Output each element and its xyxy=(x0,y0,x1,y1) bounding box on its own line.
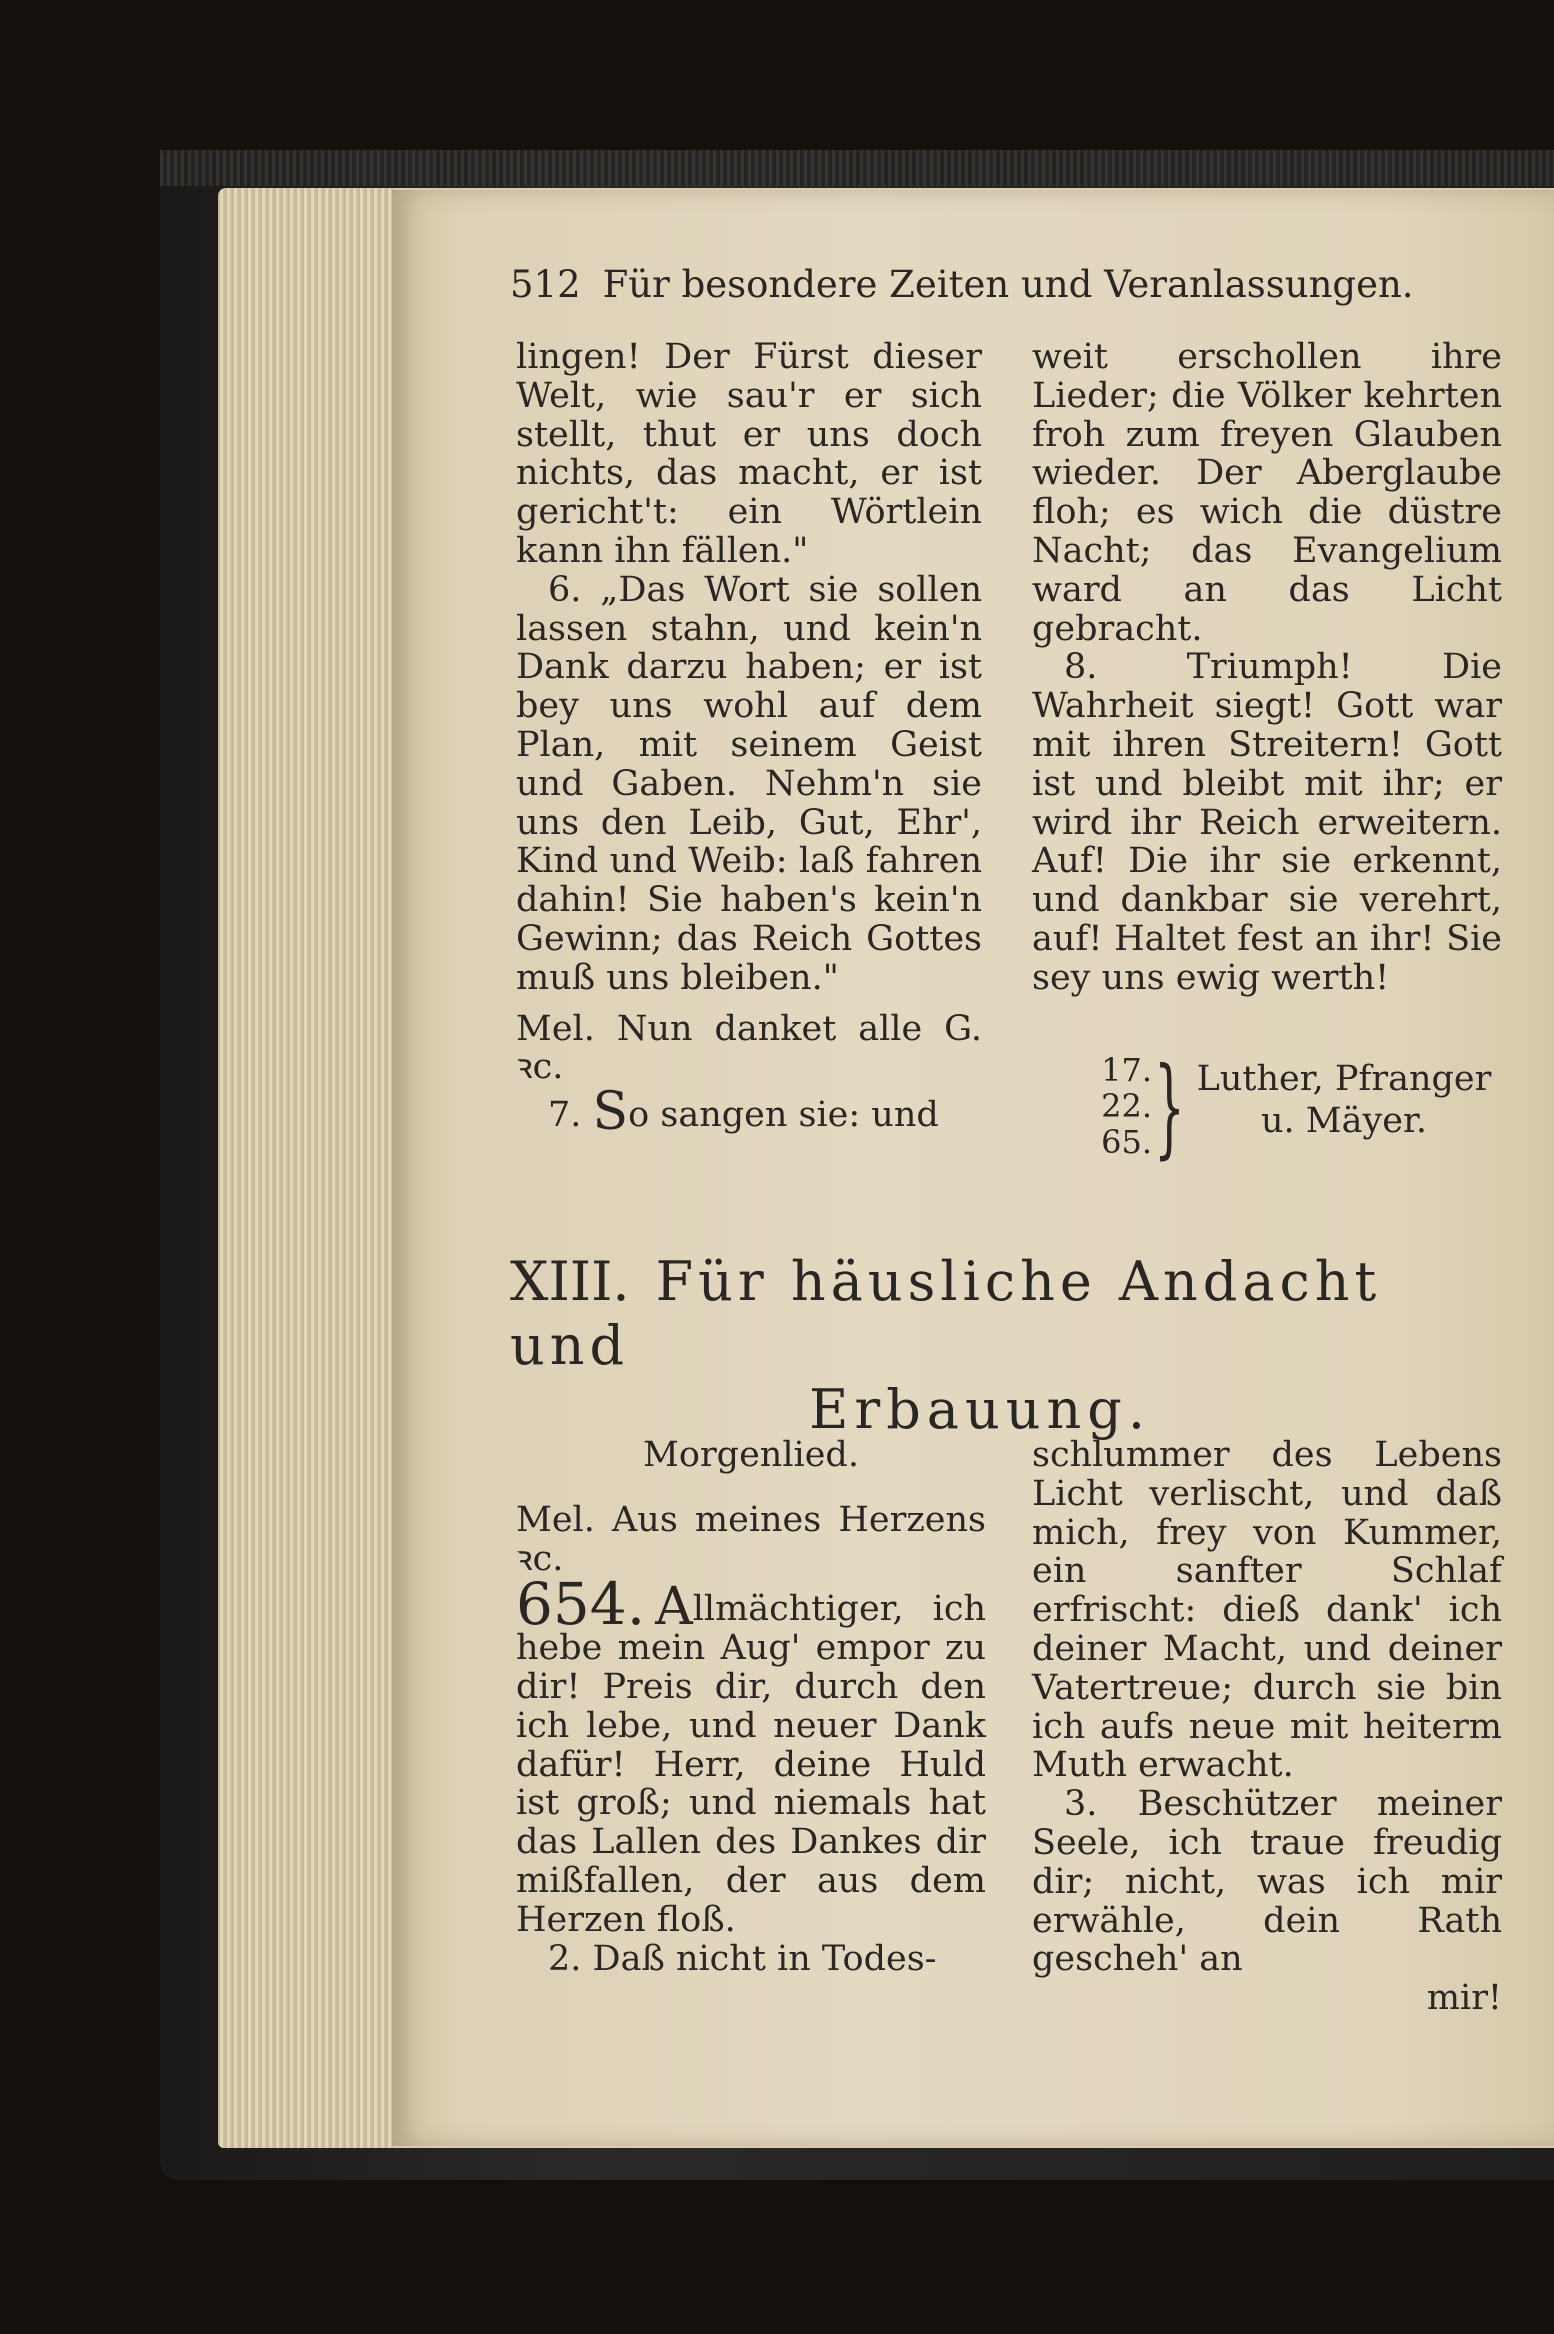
melody-line: Mel. Aus meines Herzens ꝛc. xyxy=(516,1499,986,1579)
verse-3: 3. Beschützer meiner Seele, ich traue freudig dir; nicht, was ich mir erwähle, dein Rath gescheh' an xyxy=(1032,1784,1502,1980)
paragraph: schlummer des Lebens Licht verlischt, und daß mich, frey von Kummer, ein sanfter Schlaf erfrischt: dieß dank' ich deiner Macht, und deiner Vatertreue; durch sie bin ich aufs neue mit heiterm Muth erwacht. xyxy=(1032,1435,1502,1786)
author-line: Luther, Pfranger xyxy=(1196,1059,1492,1099)
hymn-title: Morgenlied. xyxy=(643,1435,859,1475)
verse-8: 8. Triumph! Die Wahrheit siegt! Gott war mit ihren Streitern! Gott ist und bleibt mit ihr; er wird ihr Reich erweitern. Auf! Die ihr sie erkennt, und dankbar sie verehrt, auf! Haltet fest an ihr! Sie sey uns ewig werth! xyxy=(1032,647,1502,998)
book-page xyxy=(392,190,1554,2146)
drop-initial: S xyxy=(592,1082,629,1143)
left-column-top xyxy=(516,337,982,1143)
verse-2-start: 2. Daß nicht in Todes- xyxy=(548,1938,937,1979)
reference-number: 22. xyxy=(1101,1087,1152,1125)
cover-edge xyxy=(160,150,1554,186)
verse-text: o sangen sie: und xyxy=(628,1095,939,1136)
author-line: u. Mäyer. xyxy=(1261,1101,1427,1141)
section-number: XIII. xyxy=(510,1250,630,1313)
verse-text: llmächtiger, ich hebe mein Aug' empor zu dir! Preis dir, durch den ich lebe, und neuer Dank dafür! Herr, deine Huld ist groß; und niemals hat das Lallen des Dankes dir mißfallen, der aus dem Herzen floß. xyxy=(516,1589,986,1940)
reference-number: 65. xyxy=(1101,1123,1152,1161)
hymn-number: 654. xyxy=(516,1570,646,1639)
page-number: 512 xyxy=(510,263,581,306)
brace-glyph: } xyxy=(1154,1045,1185,1170)
paragraph: lingen! Der Fürst dieser Welt, wie sau'r er sich stellt, thut er uns doch nichts, das macht, er ist gericht't: ein Wörtlein kann ihn fällen." xyxy=(516,337,982,571)
page-header xyxy=(510,260,1430,310)
verse-number: 7. xyxy=(548,1095,582,1136)
right-column-top xyxy=(1032,338,1502,998)
authors xyxy=(1194,1058,1494,1142)
melody-line: Mel. Nun danket alle G. ꝛc. xyxy=(516,1008,982,1088)
right-column-bottom xyxy=(1032,1436,1502,2018)
section-title-line1: Für häusliche Andacht und xyxy=(510,1250,1382,1377)
paragraph: weit erschollen ihre Lieder; die Völker kehrten froh zum freyen Glauben wieder. Der Aberglaube floh; es wich die düstre Nacht; das Evangelium ward an das Licht gebracht. xyxy=(1032,337,1502,649)
verse-7-start xyxy=(516,1082,982,1143)
reference-number: 17. xyxy=(1101,1051,1152,1089)
page-edges xyxy=(218,188,394,2148)
hymn-attribution xyxy=(1082,1045,1512,1172)
verse-6: 6. „Das Wort sie sollen lassen stahn, und kein'n Dank darzu haben; er ist bey uns wohl auf dem Plan, mit seinem Geist und Gaben. Nehm'n sie uns den Leib, Gut, Ehr', Kind und Weib: laß fahren dahin! Sie haben's kein'n Gewinn; das Reich Gottes muß uns bleiben." xyxy=(516,569,982,998)
hymn-verse-1 xyxy=(516,1570,986,1940)
hymn-references xyxy=(1082,1052,1152,1160)
section-heading xyxy=(510,1250,1510,1442)
running-head: Für besondere Zeiten und Veranlassungen. xyxy=(602,263,1414,306)
left-column-bottom xyxy=(516,1436,986,1978)
section-title-line2: Erbauung. xyxy=(808,1378,1152,1441)
drop-initial: A xyxy=(655,1577,693,1638)
verse-end: mir! xyxy=(1426,1978,1502,2019)
